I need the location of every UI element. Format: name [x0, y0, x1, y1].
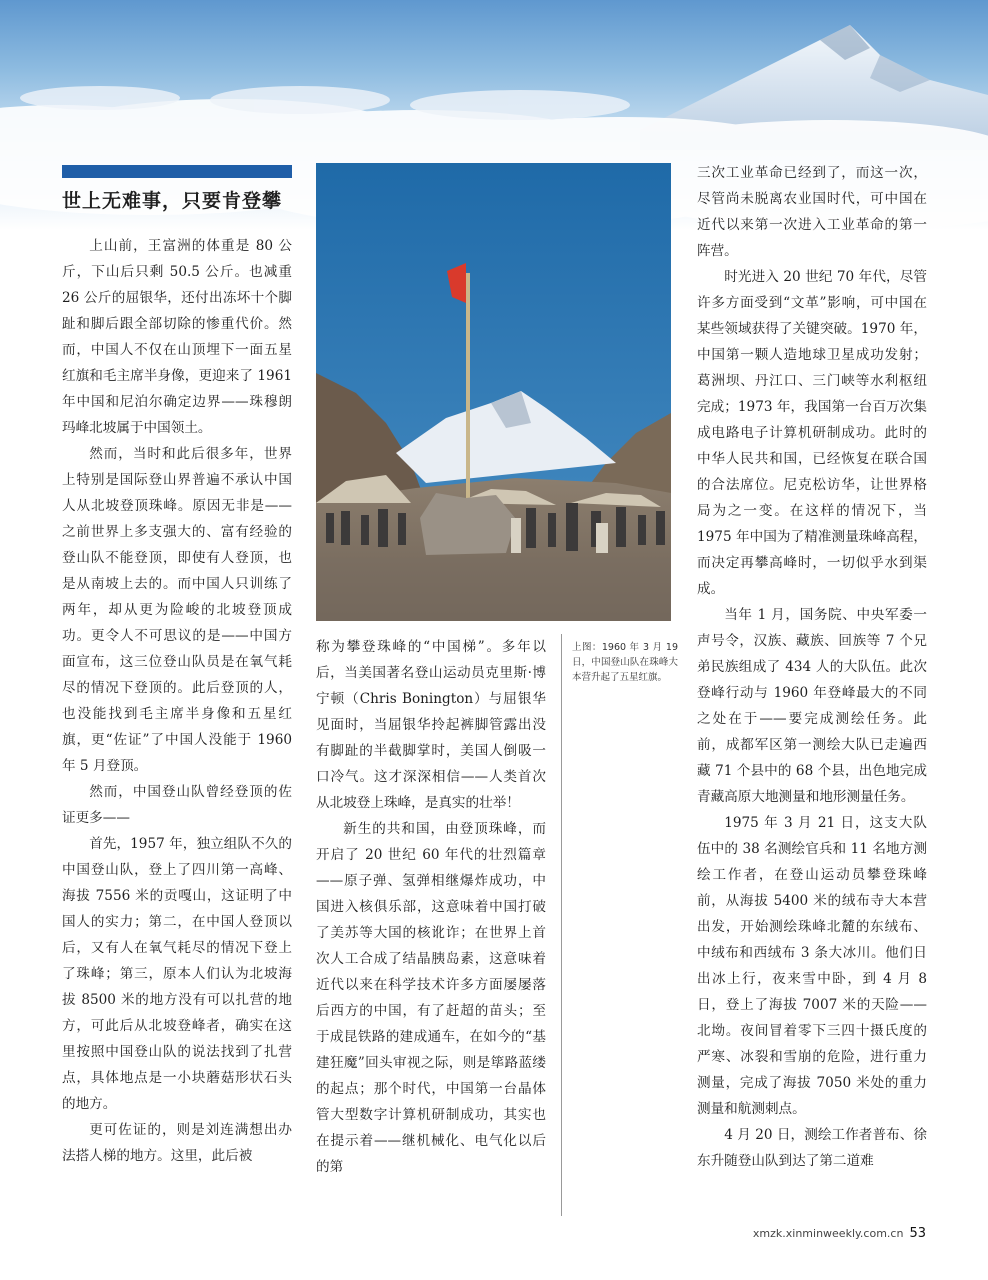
- paragraph: 称为攀登珠峰的“中国梯”。多年以后，当美国著名登山运动员克里斯·博宁顿（Chris Bonington）与屈银华见面时，当屈银华拎起裤脚管露出没有脚趾的半截脚掌时，美国人倒吸一口冷气。这才深深相信——人类首次从北坡登上珠峰，是真实的壮举！: [316, 639, 546, 811]
- paragraph: 4 月 20 日，测绘工作者普布、徐东升随登山队到达了第二道难: [697, 1127, 927, 1169]
- paragraph: 当年 1 月，国务院、中央军委一声号令，汉族、藏族、回族等 7 个兄弟民族组成了 434 人的大队伍。此次登峰行动与 1960 年登峰最大的不同之处在于——要完成测绘任务。此前，成都军区第一测绘大队已走遍西藏 71 个县中的 68 个县，出色地完成青藏高原大地测量和地形测量任务。: [697, 607, 927, 805]
- paragraph: 然而，中国登山队曾经登顶的佐证更多——: [62, 784, 292, 826]
- page-footer: [753, 1226, 926, 1241]
- paragraph: 三次工业革命已经到了，而这一次，尽管尚未脱离农业国时代，可中国在近代以来第一次进入工业革命的第一阵营。: [697, 165, 927, 259]
- text-column-1: [62, 233, 292, 1169]
- text-column-3: [697, 160, 927, 1174]
- paragraph: 首先，1957 年，独立组队不久的中国登山队，登上了四川第一高峰、海拔 7556 米的贡嘎山，这证明了中国人的实力；第二，在中国人登顶以后，又有人在氧气耗尽的情况下登上了珠峰；第三，原本人们认为北坡海拔 8500 米的地方没有可以扎营的地方，可此后从北坡登峰者，确实在这里按照中国登山队的说法找到了扎营点，具体地点是一小块蘑菇形状石头的地方。: [62, 836, 292, 1112]
- flag-raising-photo: [316, 163, 671, 621]
- paragraph: 1975 年 3 月 21 日，这支大队伍中的 38 名测绘官兵和 11 名地方测绘工作者，在登山运动员攀登珠峰前，从海拔 5400 米的绒布寺大本营出发，开始测绘珠峰北麓的东绒布、中绒布和西绒布 3 条大冰川。他们日出冰上行，夜来雪中卧，到 4 月 8 日，登上了海拔 7007 米的天险——北坳。夜间冒着零下三四十摄氏度的严寒、冰裂和雪崩的危险，进行重力测量，完成了海拔 7050 米处的重力测量和航测刺点。: [697, 815, 927, 1117]
- paragraph: 时光进入 20 世纪 70 年代，尽管许多方面受到“文革”影响，可中国在某些领域获得了关键突破。1970 年，中国第一颗人造地球卫星成功发射；葛洲坝、丹江口、三门峡等水利枢纽完成；1973 年，我国第一台百万次集成电路电子计算机研制成功。此时的中华人民共和国，已经恢复在联合国的合法席位。尼克松访华，让世界格局为之一变。在这样的情况下，当 1975 年中国为了精准测量珠峰高程，而决定再攀高峰时，一切似乎水到渠成。: [697, 269, 927, 597]
- photo-caption: 上图：1960 年 3 月 19 日，中国登山队在珠峰大本营升起了五星红旗。: [572, 642, 678, 683]
- section-heading: 世上无难事，只要肯登攀: [62, 190, 283, 212]
- text-column-2: [316, 634, 546, 1180]
- base-camp-illustration: [316, 163, 671, 621]
- paragraph: 更可佐证的，则是刘连满想出办法搭人梯的地方。这里，此后被: [62, 1122, 292, 1164]
- column-divider: [561, 634, 562, 1216]
- paragraph: 新生的共和国，由登顶珠峰，而开启了 20 世纪 60 年代的壮烈篇章——原子弹、氢弹相继爆炸成功，中国进入核俱乐部，这意味着中国打破了美苏等大国的核讹诈；在世界上首次人工合成了结晶胰岛素，这意味着近代以来在科学技术许多方面屡屡落后西方的中国，有了赶超的苗头；至于成昆铁路的建成通车，在如今的“基建狂魔”回头审视之际，则是筚路蓝缕的起点；那个时代，中国第一台晶体管大型数字计算机研制成功，其实也在提示着——继机械化、电气化以后的第: [316, 821, 546, 1175]
- website-url: xmzk.xinminweekly.com.cn: [752, 1227, 904, 1240]
- page-number: 53: [909, 1226, 926, 1241]
- paragraph: 上山前，王富洲的体重是 80 公斤，下山后只剩 50.5 公斤。也减重 26 公斤的屈银华，还付出冻坏十个脚趾和脚后跟全部切除的惨重代价。然而，中国人不仅在山顶埋下一面五星红旗和毛主席半身像，更迎来了 1961 年中国和尼泊尔确定边界——珠穆朗玛峰北坡属于中国领土。: [62, 238, 292, 436]
- paragraph: 然而，当时和此后很多年，世界上特别是国际登山界普遍不承认中国人从北坡登顶珠峰。原因无非是——之前世界上多支强大的、富有经验的登山队不能登顶，即使有人登顶，也是从南坡上去的。而中国人只训练了两年，却从更为险峻的北坡登顶成功。更令人不可思议的是——中国方面宣布，这三位登山队员是在氧气耗尽的情况下登顶的。此后登顶的人，也没能找到毛主席半身像和五星红旗，更“佐证”了中国人没能于 1960 年 5 月登顶。: [62, 446, 292, 774]
- heading-accent-bar: [62, 165, 292, 178]
